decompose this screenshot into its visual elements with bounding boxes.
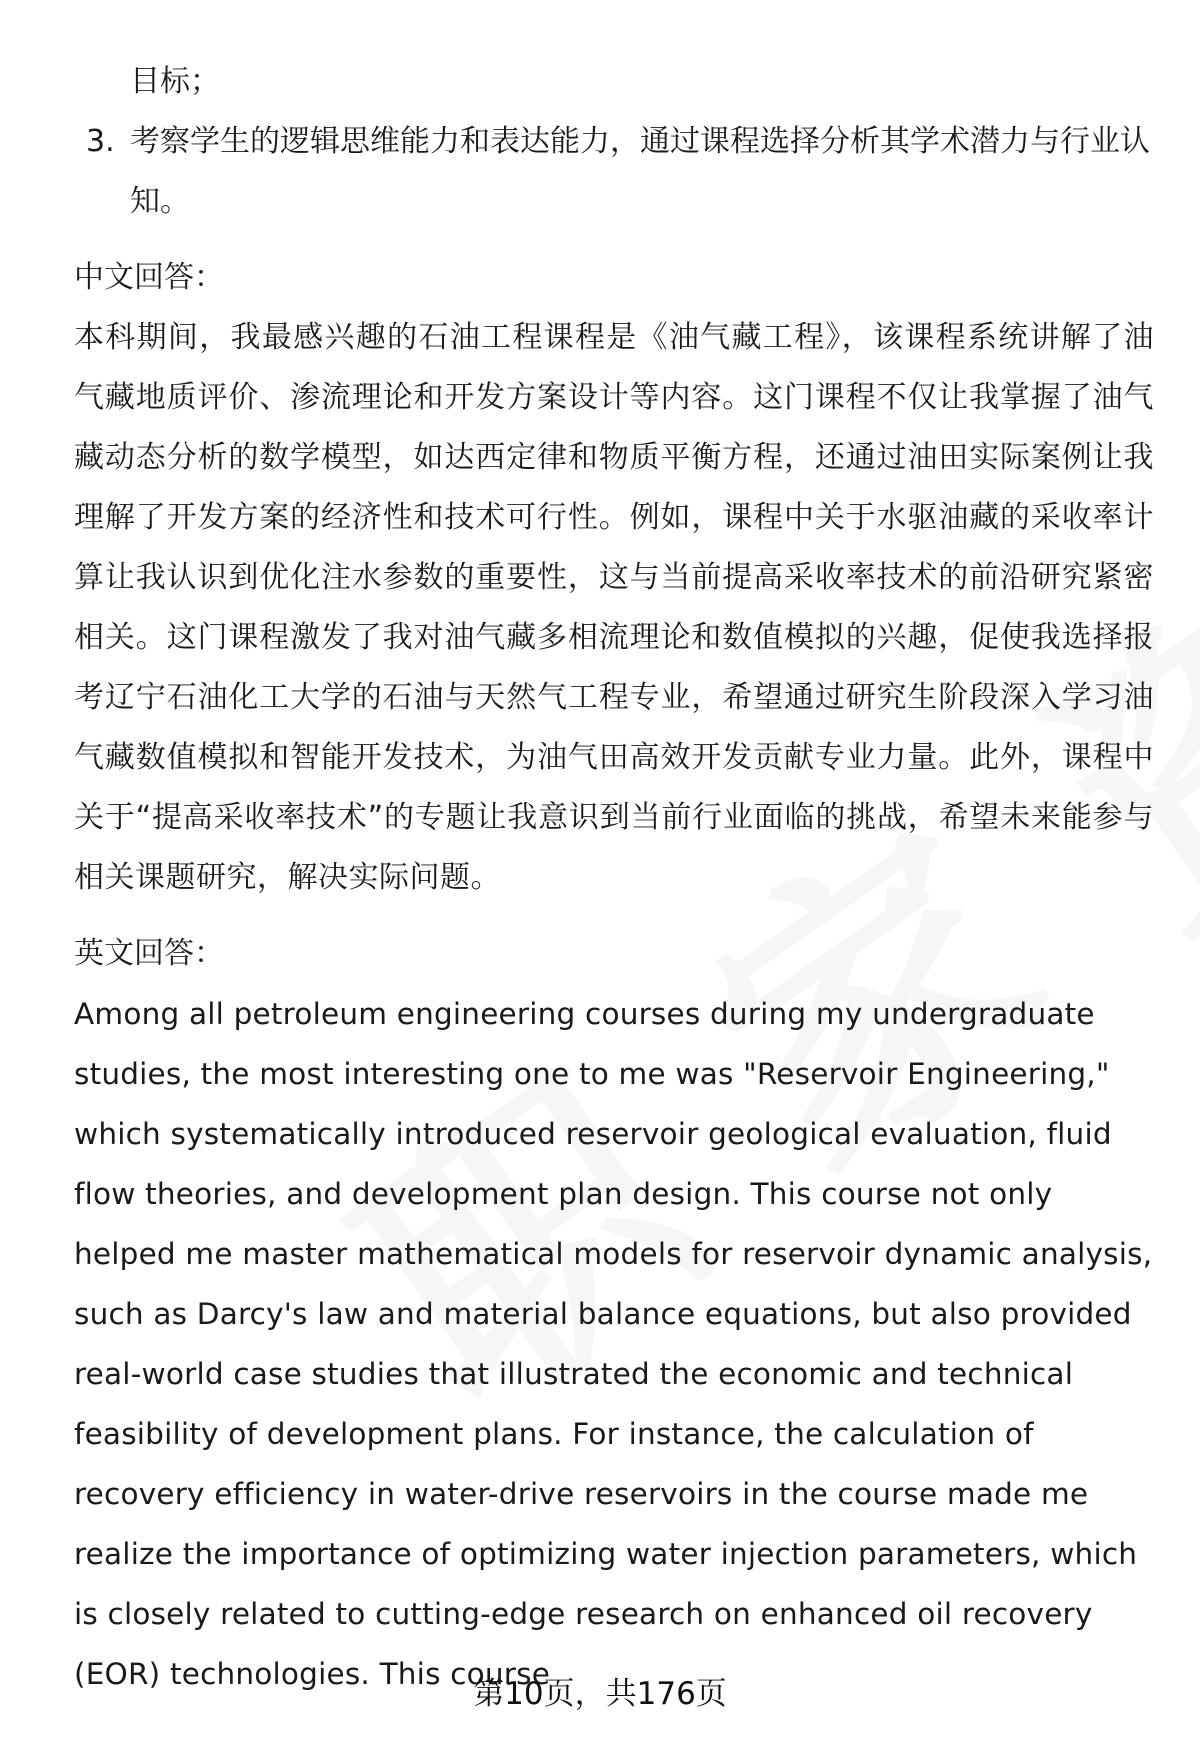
english-answer-paragraph: Among all petroleum engineering courses during my undergraduate studies, the most interesting one to me was "Reservoir Engineering," which systematically introduced reservoir geological evaluation, fluid flow theories, and development plan design. This course not only helped me master mathematical models for reservoir dynamic analysis, such as Darcy's law and material balance equations, but also provided real-world case studies that illustrated the economic and technical feasibility of development plans. For instance, the calculation of recovery efficiency in water-drive reservoirs in the course made me realize the importance of optimizing water injection parameters, which is closely related to cutting-edge research on enhanced oil recovery (EOR) technologies. This course <box>74 997 1153 1691</box>
list-continuation: 目标； <box>130 64 220 99</box>
english-answer-label: 英文回答： <box>74 936 224 971</box>
list-number: 3. <box>86 124 115 159</box>
list-item-3 <box>74 112 1154 232</box>
list-item-text: 考察学生的逻辑思维能力和表达能力，通过课程选择分析其学术潜力与行业认知。 <box>130 124 1150 219</box>
document-content <box>74 52 1154 1704</box>
page-number-footer: 第10页，共176页 <box>473 1676 727 1712</box>
chinese-answer-paragraph: 本科期间，我最感兴趣的石油工程课程是《油气藏工程》，该课程系统讲解了油气藏地质评价、渗流理论和开发方案设计等内容。这门课程不仅让我掌握了油气藏动态分析的数学模型，如达西定律和物质平衡方程，还通过油田实际案例让我理解了开发方案的经济性和技术可行性。例如，课程中关于水驱油藏的采收率计算让我认识到优化注水参数的重要性，这与当前提高采收率技术的前沿研究紧密相关。这门课程激发了我对油气藏多相流理论和数值模拟的兴趣，促使我选择报考辽宁石油化工大学的石油与天然气工程专业，希望通过研究生阶段深入学习油气藏数值模拟和智能开发技术，为油气田高效开发贡献专业力量。此外，课程中关于“提高采收率技术”的专题让我意识到当前行业面临的挑战，希望未来能参与相关课题研究，解决实际问题。 <box>74 320 1154 895</box>
chinese-answer-label: 中文回答： <box>74 260 224 295</box>
